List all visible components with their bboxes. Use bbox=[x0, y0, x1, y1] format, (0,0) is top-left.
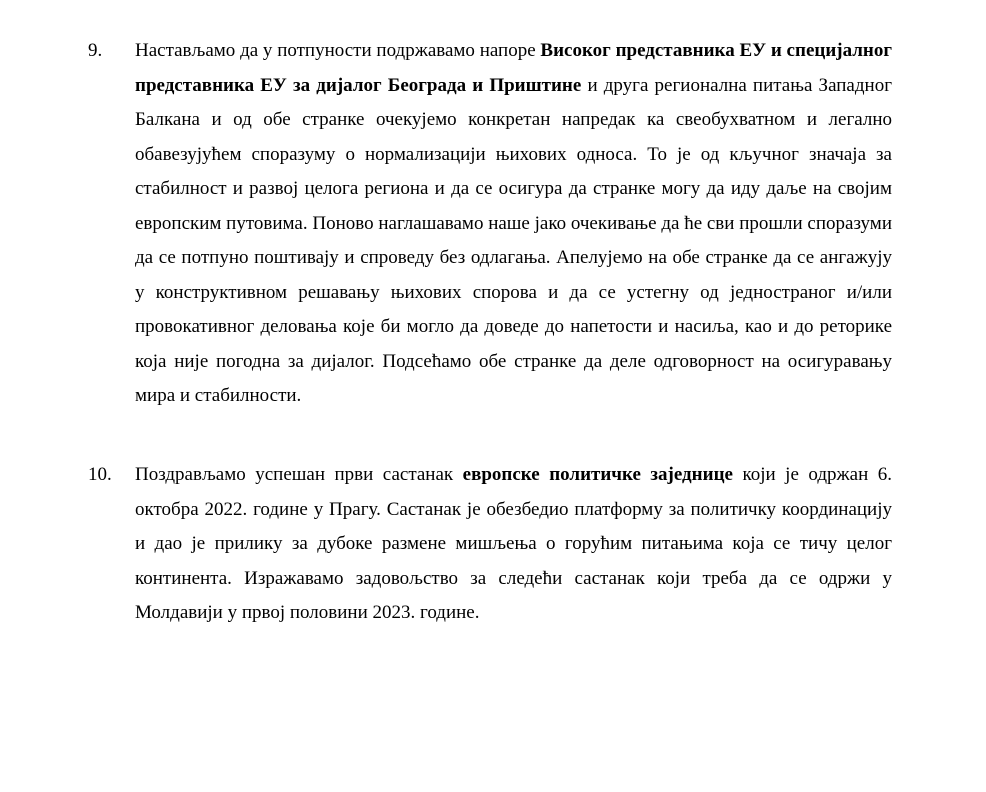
bold-text-segment: европске политичке заједнице bbox=[462, 464, 733, 485]
paragraph-number: 9. bbox=[88, 40, 103, 61]
paragraph-text bbox=[135, 34, 892, 414]
bold-text-segment: Високог представника ЕУ и специјалног представника ЕУ за дијалог Београда и Приштине bbox=[135, 40, 892, 96]
paragraph-text bbox=[135, 458, 892, 631]
text-segment: и друга регионална питања Западног Балкана и од обе странке очекујемо конкретан напредак ка свеобухватном и легално обавезујућем споразуму о нормализацији њихових односа. То је од кључног значаја за стабилност и развој целога региона и да се осигура да странке могу да иду даље на својим европским путовима. Поново наглашавамо наше јако очекивање да ће сви прошли споразуми да се потпуно поштивају и спроведу без одлагања. Апелујемо на обе странке да се ангажују у конструктивном решавању њихових спорова и да се устегну од једностраног и/или провокативног деловања које би могло да доведе до напетости и насиља, као и до реторике која није погодна за дијалог. Подсећамо обе странке да деле одговорност на осигуравању мира и стабилности. bbox=[135, 74, 892, 406]
text-segment: Настављамо да у потпуности подржавамо напоре bbox=[135, 40, 541, 61]
paragraph-item-9 bbox=[88, 34, 892, 414]
paragraph-item-10 bbox=[88, 458, 892, 631]
text-segment: који је одржан 6. октобра 2022. године у Прагу. Састанак је обезбедио платформу за политичку координацију и дао је прилику за дубоке размене мишљења о горућим питањима која се тичу целог континента. Изражавамо задовољство за следећи састанак који треба да се одржи у Молдавији у првој половини 2023. године. bbox=[135, 464, 892, 623]
paragraph-number: 10. bbox=[88, 464, 112, 485]
text-segment: Поздрављамо успешан први састанак bbox=[135, 464, 463, 485]
